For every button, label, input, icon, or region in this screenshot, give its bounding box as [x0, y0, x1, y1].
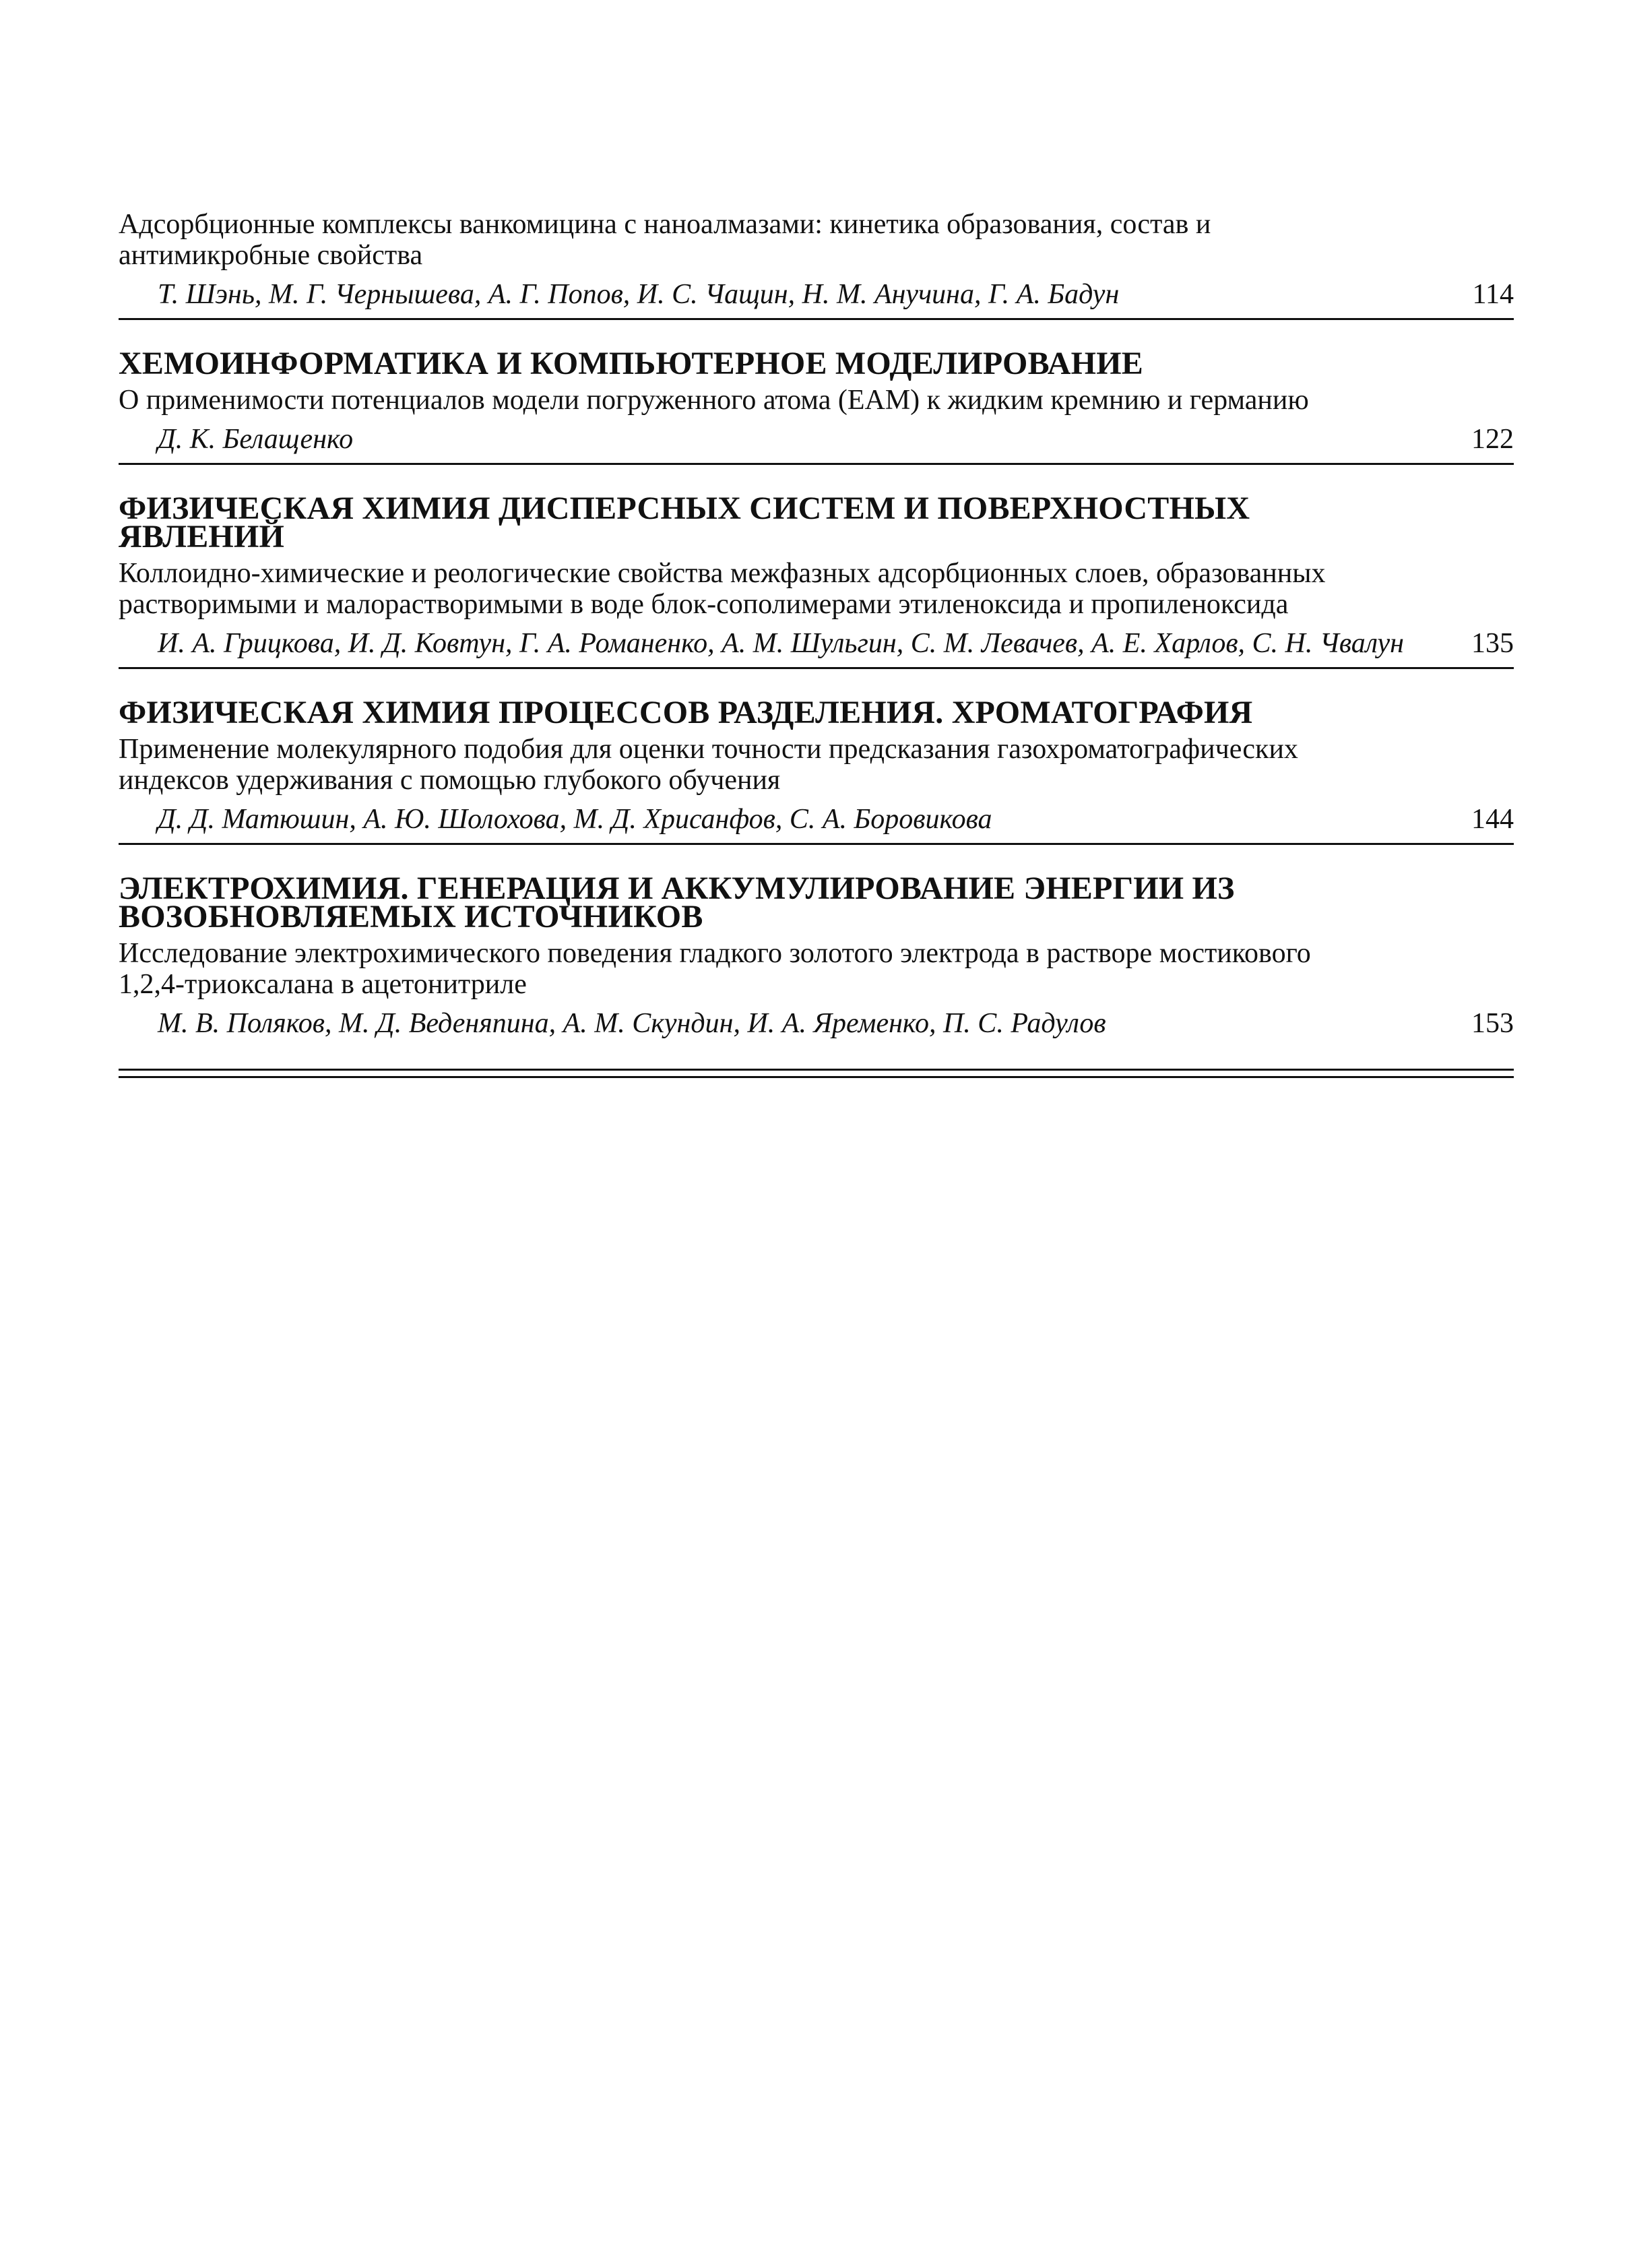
- toc-section-electrochemistry: [119, 871, 1514, 1078]
- page-number: 114: [1472, 279, 1514, 310]
- page-number: 135: [1471, 628, 1514, 659]
- article-authors: М. В. Поляков, М. Д. Веденяпина, А. М. Скундин, И. А. Яременко, П. С. Радулов: [158, 1008, 1106, 1039]
- table-of-contents: [119, 209, 1514, 1078]
- page-number: 122: [1471, 424, 1514, 455]
- page-number: 144: [1471, 804, 1514, 835]
- article-authors: Д. К. Белащенко: [158, 424, 354, 455]
- section-heading: ЭЛЕКТРОХИМИЯ. ГЕНЕРАЦИЯ И АККУМУЛИРОВАНИЕ ЭНЕРГИИ ИЗ ВОЗОБНОВЛЯЕМЫХ ИСТОЧНИКОВ: [119, 871, 1235, 935]
- toc-section-disperse-systems: [119, 491, 1514, 669]
- article-title: Адсорбционные комплексы ванкомицина с наноалмазами: кинетика образования, состав и антимикробные свойства: [119, 209, 1211, 271]
- article-title: О применимости потенциалов модели погруженного атома (EAM) к жидким кремнию и германию: [119, 385, 1309, 416]
- toc-section-cheminformatics: [119, 346, 1514, 465]
- divider: [119, 463, 1514, 465]
- authors-row: [119, 628, 1514, 659]
- end-double-rule: [119, 1069, 1514, 1078]
- divider: [119, 318, 1514, 320]
- article-authors: Т. Шэнь, М. Г. Чернышева, А. Г. Попов, И. С. Чащин, Н. М. Анучина, Г. А. Бадун: [158, 279, 1120, 310]
- authors-row: [119, 804, 1514, 835]
- section-heading: ХЕМОИНФОРМАТИКА И КОМПЬЮТЕРНОЕ МОДЕЛИРОВАНИЕ: [119, 346, 1143, 381]
- page-number: 153: [1471, 1008, 1514, 1039]
- section-heading: ФИЗИЧЕСКАЯ ХИМИЯ ДИСПЕРСНЫХ СИСТЕМ И ПОВЕРХНОСТНЫХ ЯВЛЕНИЙ: [119, 491, 1250, 555]
- article-title: Применение молекулярного подобия для оценки точности предсказания газохроматографических индексов удерживания с помощью глубокого обучения: [119, 734, 1298, 796]
- article-title: Исследование электрохимического поведения гладкого золотого электрода в растворе мостикового 1,2,4-триоксалана в ацетонитриле: [119, 938, 1311, 1000]
- toc-section-chromatography: [119, 695, 1514, 845]
- authors-row: [119, 279, 1514, 310]
- article-title: Коллоидно-химические и реологические свойства межфазных адсорбционных слоев, образованных растворимыми и малорастворимыми в воде блок-сополимерами этиленоксида и пропиленоксида: [119, 558, 1326, 620]
- divider: [119, 667, 1514, 669]
- article-authors: И. А. Грицкова, И. Д. Ковтун, Г. А. Романенко, А. М. Шульгин, С. М. Левачев, А. Е. Харлов, С. Н. Чвалун: [158, 628, 1405, 659]
- toc-entry: [119, 209, 1514, 320]
- authors-row: [119, 424, 1514, 455]
- divider: [119, 843, 1514, 845]
- article-authors: Д. Д. Матюшин, А. Ю. Шолохова, М. Д. Хрисанфов, С. А. Боровикова: [158, 804, 992, 835]
- section-heading: ФИЗИЧЕСКАЯ ХИМИЯ ПРОЦЕССОВ РАЗДЕЛЕНИЯ. ХРОМАТОГРАФИЯ: [119, 695, 1253, 730]
- authors-row: [119, 1008, 1514, 1039]
